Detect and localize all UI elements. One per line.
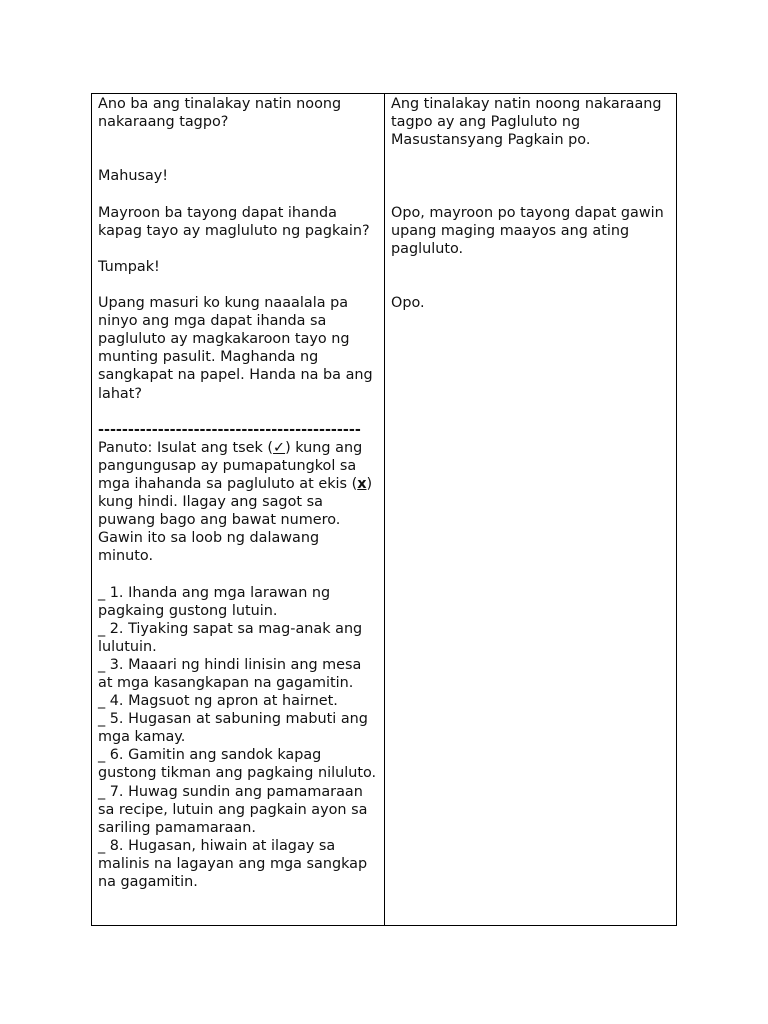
instructions-part-1: Panuto: Isulat ang tsek ( (98, 439, 274, 456)
quiz-item: _ 3. Maaari ng hindi linisin ang mesa at mga kasangkapan na gagamitin. (98, 656, 362, 691)
student-answer-2: Opo, mayroon po tayong dapat gawin upang maging maayos ang ating pagluluto. (391, 204, 664, 257)
section-divider: -------------------------------------------- (98, 421, 361, 438)
quiz-item: _ 4. Magsuot ng apron at hairnet. (98, 693, 338, 710)
instructions-part-3: ) kung hindi. Ilagay ang sagot sa puwang bago ang bawat numero. Gawin ito sa loob ng dalawang minuto. (98, 475, 373, 565)
quiz-item-list (98, 584, 378, 892)
student-answer-1: Ang tinalakay natin noong nakaraang tagpo ay ang Pagluluto ng Masustansyang Pagkain po. (391, 96, 662, 149)
ex-mark-symbol: x (357, 475, 367, 492)
lesson-table (91, 93, 677, 926)
teacher-question-1: Ano ba ang tinalakay natin noong nakaraang tagpo? (98, 96, 342, 131)
check-mark-symbol: ✓ (273, 439, 286, 456)
quiz-instructions (98, 439, 378, 566)
quiz-item: _ 2. Tiyaking sapat sa mag-anak ang lulutuin. (98, 620, 363, 655)
quiz-item: _ 7. Huwag sundin ang pamamaraan sa recipe, lutuin ang pagkain ayon sa sariling pamamaraan. (98, 783, 368, 836)
quiz-item: _ 5. Hugasan at sabuning mabuti ang mga kamay. (98, 711, 368, 746)
quiz-item: _ 1. Ihanda ang mga larawan ng pagkaing gustong lutuin. (98, 584, 331, 619)
teacher-question-3: Upang masuri ko kung naaalala pa ninyo ang mga dapat ihanda sa pagluluto ay magkakaroon tayo ng munting pasulit. Maghanda ng sangkapat na papel. Handa na ba ang lahat? (98, 295, 373, 402)
quiz-item: _ 8. Hugasan, hiwain at ilagay sa malinis na lagayan ang mga sangkap na gagamitin. (98, 837, 368, 891)
teacher-praise-1: Mahusay! (98, 168, 169, 185)
quiz-item: _ 6. Gamitin ang sandok kapag gustong tikman ang pagkaing niluluto. (98, 747, 377, 782)
student-answer-3: Opo. (391, 295, 425, 312)
instructions-part-2: ) kung ang pangungusap ay pumapatungkol sa mga ihahanda sa pagluluto at ekis ( (98, 439, 363, 492)
teacher-praise-2: Tumpak! (98, 258, 160, 275)
teacher-question-2: Mayroon ba tayong dapat ihanda kapag tayo ay magluluto ng pagkain? (98, 204, 370, 239)
student-column (385, 94, 676, 925)
teacher-column (92, 94, 385, 925)
